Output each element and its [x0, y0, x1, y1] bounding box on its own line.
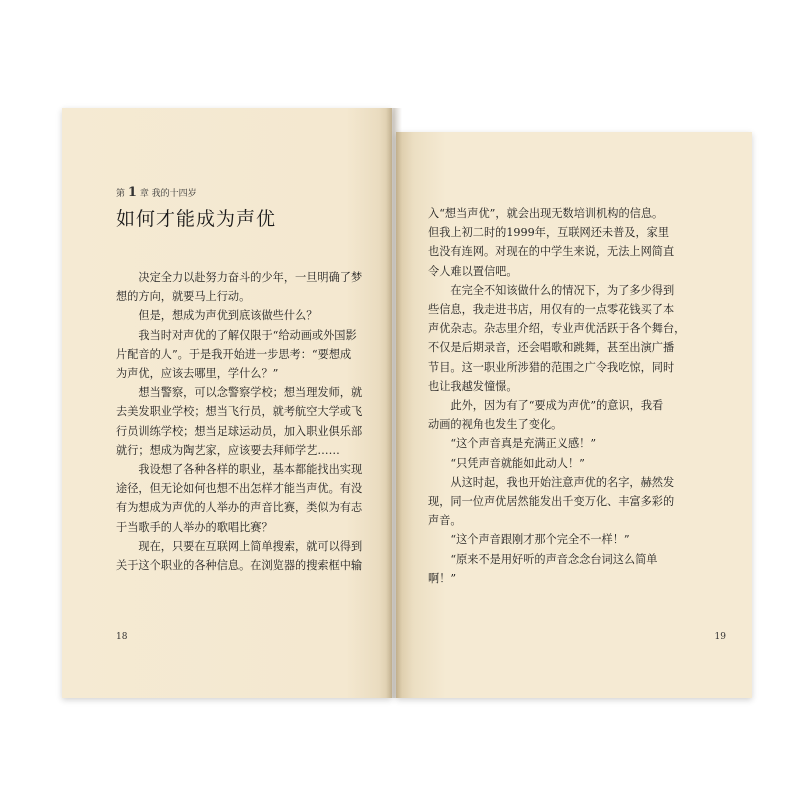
text-line: 现，同一位声优居然能发出千变万化、丰富多彩的 [428, 495, 675, 509]
text-line: 片配音的人”。于是我开始进一步思考：“要想成 [116, 347, 352, 361]
text-line: “原来不是用好听的声音念念台词这么简单 [428, 552, 658, 566]
text-line: 想当警察，可以念警察学校；想当理发师，就 [116, 386, 363, 400]
text-line: 决定全力以赴努力奋斗的少年，一旦明确了梦 [116, 271, 363, 284]
text-line: 去美发职业学校；想当飞行员，就考航空大学或飞 [116, 405, 363, 419]
text-line: 有为想成为声优的人举办的声音比赛，类似为有志 [116, 501, 363, 515]
text-line: 在完全不知该做什么的情况下，为了多少得到 [428, 283, 675, 297]
text-line: 我设想了各种各样的职业，基本都能找出实现 [116, 463, 363, 477]
text-line: 些信息，我走进书店，用仅有的一点零花钱买了本 [428, 303, 675, 317]
left-page-body [116, 268, 378, 575]
text-line: 就行；想成为陶艺家，应该要去拜师学艺…… [116, 443, 340, 457]
text-line: “这个声音跟刚才那个完全不一样！” [428, 533, 630, 547]
text-line: 现在，只要在互联网上简单搜索，就可以得到 [116, 539, 363, 553]
left-page [62, 108, 392, 698]
right-page-body [428, 204, 708, 588]
running-head-suffix: 章 我的十四岁 [139, 189, 197, 199]
text-line: 行员训练学校；想当足球运动员，加入职业俱乐部 [116, 424, 363, 438]
page-number-left: 18 [116, 632, 128, 642]
text-line: 此外，因为有了“要成为声优”的意识，我看 [428, 399, 664, 413]
text-line: 从这时起，我也开始注意声优的名字，赫然发 [428, 475, 675, 489]
text-line: 节目。这一职业所涉猎的范围之广令我吃惊，同时 [428, 360, 675, 374]
chapter-number: 1 [127, 185, 137, 200]
text-line: 想的方向，就要马上行动。 [116, 290, 251, 304]
book-gutter [386, 108, 402, 698]
text-line: 途径，但无论如何也想不出怎样才能当声优。有没 [116, 482, 363, 496]
open-book [62, 108, 752, 698]
text-line: 为声优，应该去哪里，学什么？” [116, 367, 279, 381]
running-head-prefix: 第 [116, 189, 126, 199]
right-page [396, 132, 752, 698]
text-line: 啊！” [428, 571, 457, 585]
text-line: 但是，想成为声优到底该做些什么？ [116, 309, 318, 323]
text-line: 令人难以置信吧。 [428, 264, 518, 278]
running-head [116, 185, 197, 200]
text-line: 声优杂志。杂志里介绍，专业声优活跃于各个舞台， [428, 322, 686, 336]
page-number-right: 19 [714, 632, 726, 642]
text-line: 也没有连网。对现在的中学生来说，无法上网简直 [428, 245, 675, 259]
text-line: 也让我越发憧憬。 [428, 379, 518, 393]
text-line: 我当时对声优的了解仅限于“给动画或外国影 [116, 328, 357, 342]
text-line: “只凭声音就能如此动人！” [428, 456, 585, 470]
text-line: 于当歌手的人举办的歌唱比赛？ [116, 520, 273, 534]
text-line: 关于这个职业的各种信息。在浏览器的搜索框中输 [116, 559, 363, 573]
chapter-title: 如何才能成为声优 [116, 208, 277, 230]
text-line: 动画的视角也发生了变化。 [428, 418, 563, 432]
text-line: 入“想当声优”，就会出现无数培训机构的信息。 [428, 207, 664, 220]
text-line: “这个声音真是充满正义感！” [428, 437, 597, 451]
text-line: 但我上初二时的1999年，互联网还未普及，家里 [428, 226, 670, 240]
text-line: 声音。 [428, 514, 462, 528]
text-line: 不仅是后期录音，还会唱歌和跳舞，甚至出演广播 [428, 341, 675, 355]
